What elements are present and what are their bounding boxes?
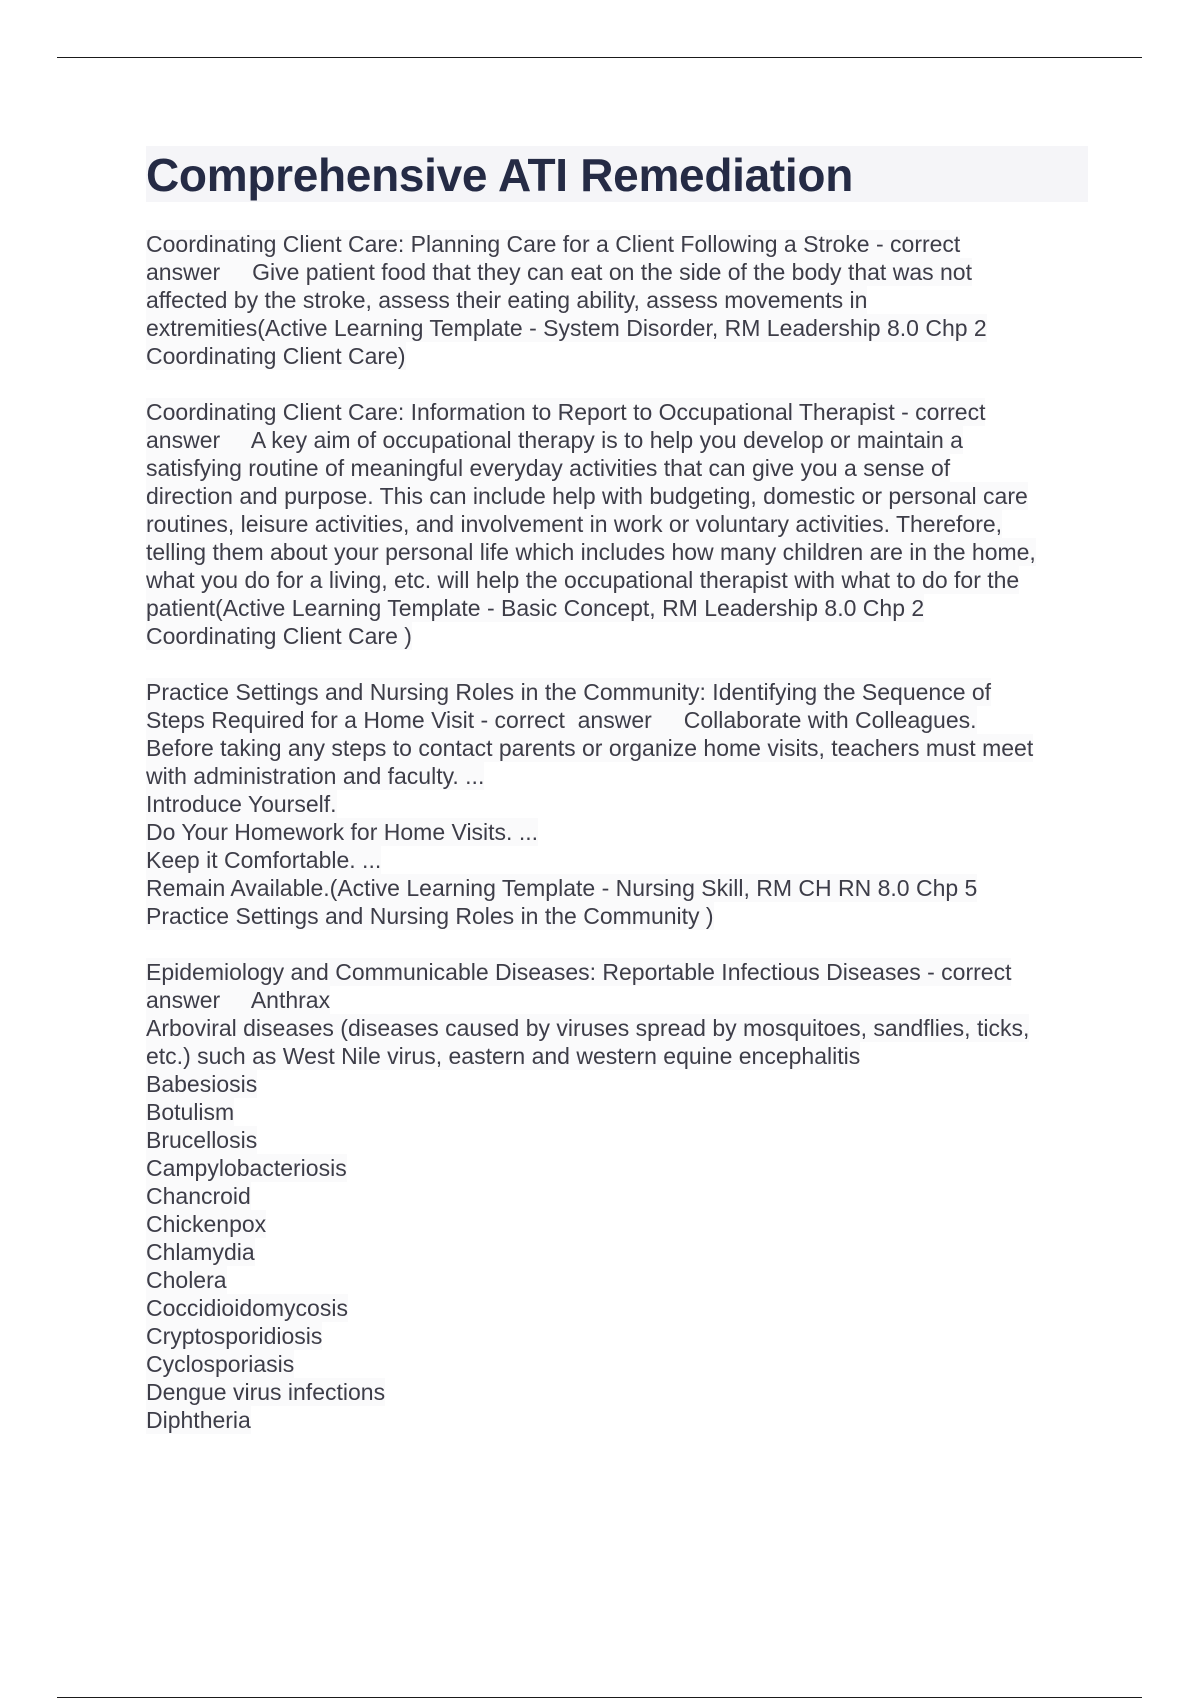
entry-text-line: affected by the stroke, assess their eating ability, assess movements in: [146, 287, 868, 313]
entry-text-line: answer Anthrax: [146, 987, 331, 1013]
entry-text-line: etc.) such as West Nile virus, eastern and western equine encephalitis: [146, 1043, 861, 1069]
entry-text-line: patient(Active Learning Template - Basic Concept, RM Leadership 8.0 Chp 2: [146, 595, 925, 621]
entry-text-line: Diphtheria: [146, 1407, 251, 1433]
entry-text-line: Epidemiology and Communicable Diseases: Reportable Infectious Diseases - correct: [146, 959, 1012, 985]
entry-text-line: what you do for a living, etc. will help the occupational therapist with what to do for the: [146, 567, 1020, 593]
entry-text-line: Chickenpox: [146, 1211, 267, 1237]
entry-text-line: Coordinating Client Care): [146, 343, 406, 369]
entry-list: [146, 230, 1088, 1434]
entry-text-line: Cryptosporidiosis: [146, 1323, 323, 1349]
entry-text-line: Practice Settings and Nursing Roles in the Community: Identifying the Sequence of: [146, 679, 992, 705]
entry-text-line: answer Give patient food that they can eat on the side of the body that was not: [146, 259, 972, 285]
entry-text-line: Botulism: [146, 1099, 235, 1125]
entry-text-line: Chlamydia: [146, 1239, 255, 1265]
entry-text-line: Coordinating Client Care: Planning Care for a Client Following a Stroke - correct: [146, 231, 961, 257]
qa-entry: [146, 398, 1088, 650]
entry-text-line: Coordinating Client Care: Information to Report to Occupational Therapist - correct: [146, 399, 986, 425]
entry-text-line: Arboviral diseases (diseases caused by viruses spread by mosquitoes, sandflies, ticks,: [146, 1015, 1030, 1041]
entry-text-line: Cholera: [146, 1267, 227, 1293]
entry-text-line: answer A key aim of occupational therapy is to help you develop or maintain a: [146, 427, 963, 453]
entry-text-line: Coccidioidomycosis: [146, 1295, 348, 1321]
entry-text-line: Remain Available.(Active Learning Template - Nursing Skill, RM CH RN 8.0 Chp 5: [146, 875, 978, 901]
entry-text-line: Dengue virus infections: [146, 1379, 386, 1405]
entry-text-line: Do Your Homework for Home Visits. ...: [146, 819, 538, 845]
qa-entry: [146, 230, 1088, 370]
entry-text-line: extremities(Active Learning Template - System Disorder, RM Leadership 8.0 Chp 2: [146, 315, 987, 341]
entry-text-line: Introduce Yourself.: [146, 791, 337, 817]
entry-text-line: Campylobacteriosis: [146, 1155, 347, 1181]
qa-entry: [146, 958, 1088, 1434]
entry-text-line: Chancroid: [146, 1183, 251, 1209]
entry-text-line: with administration and faculty. ...: [146, 763, 485, 789]
entry-text-line: Keep it Comfortable. ...: [146, 847, 382, 873]
top-rule: [57, 57, 1142, 58]
document-body: [146, 146, 1088, 1462]
document-title: Comprehensive ATI Remediation: [146, 146, 1088, 202]
entry-text-line: direction and purpose. This can include help with budgeting, domestic or personal care: [146, 483, 1028, 509]
entry-text-line: Brucellosis: [146, 1127, 258, 1153]
entry-text-line: telling them about your personal life which includes how many children are in the home,: [146, 539, 1036, 565]
entry-text-line: Cyclosporiasis: [146, 1351, 295, 1377]
entry-text-line: Babesiosis: [146, 1071, 258, 1097]
qa-entry: [146, 678, 1088, 930]
bottom-rule: [57, 1697, 1142, 1698]
entry-text-line: Before taking any steps to contact parents or organize home visits, teachers must meet: [146, 735, 1034, 761]
entry-text-line: Steps Required for a Home Visit - correct answer Collaborate with Colleagues.: [146, 707, 977, 733]
entry-text-line: Coordinating Client Care ): [146, 623, 412, 649]
entry-text-line: routines, leisure activities, and involvement in work or voluntary activities. Therefore,: [146, 511, 1003, 537]
entry-text-line: Practice Settings and Nursing Roles in the Community ): [146, 903, 714, 929]
entry-text-line: satisfying routine of meaningful everyday activities that can give you a sense of: [146, 455, 951, 481]
